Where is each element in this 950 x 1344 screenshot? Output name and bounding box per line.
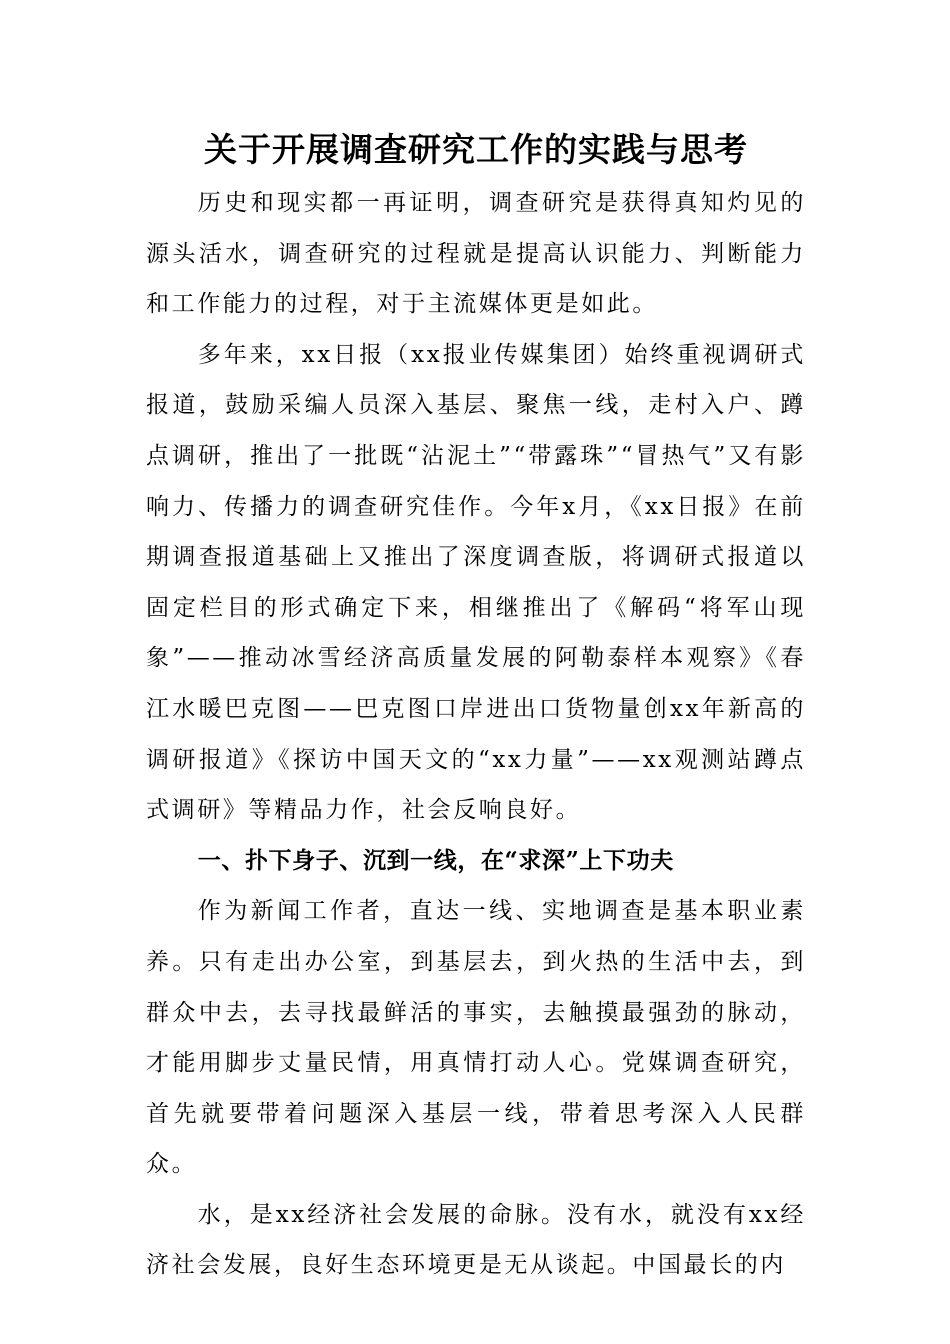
section-paragraph-1: 作为新闻工作者，直达一线、实地调查是基本职业素养。只有走出办公室，到基层去，到火热的生活中去，到群众中去，去寻找最鲜活的事实，去触摸最强劲的脉动，才能用脚步丈量民情，用真情打动人心。党媒调查研究，首先就要带着问题深入基层一线，带着思考深入人民群众。	[146, 898, 806, 1178]
intro-paragraph-2: 多年来，xx日报（xx报业传媒集团）始终重视调研式报道，鼓励采编人员深入基层、聚焦一线，走村入户、蹲点调研，推出了一批既“沾泥土”“带露珠”“冒热气”又有影响力、传播力的调查研究佳作。今年x月，《xx日报》在前期调查报道基础上又推出了深度调查版，将调研式报道以固定栏目的形式确定下来，相继推出了《解码“将军山现象”——推动冰雪经济高质量发展的阿勒泰样本观察》《春江水暖巴克图——巴克图口岸进出口货物量创xx年新高的调研报道》《探访中国天文的“xx力量”——xx观测站蹲点式调研》等精品力作，社会反响良好。	[146, 341, 806, 824]
document-body	[146, 122, 806, 1291]
section-paragraph-2: 水，是xx经济社会发展的命脉。没有水，就没有xx经济社会发展，良好生态环境更是无从谈起。中国最长的内	[146, 1201, 806, 1279]
document-title: 关于开展调查研究工作的实践与思考	[204, 130, 748, 169]
section-heading-1: 一、扑下身子、沉到一线，在“求深”上下功夫	[197, 846, 674, 874]
intro-paragraph-1: 历史和现实都一再证明，调查研究是获得真知灼见的源头活水，调查研究的过程就是提高认识能力、判断能力和工作能力的过程，对于主流媒体更是如此。	[146, 190, 806, 318]
